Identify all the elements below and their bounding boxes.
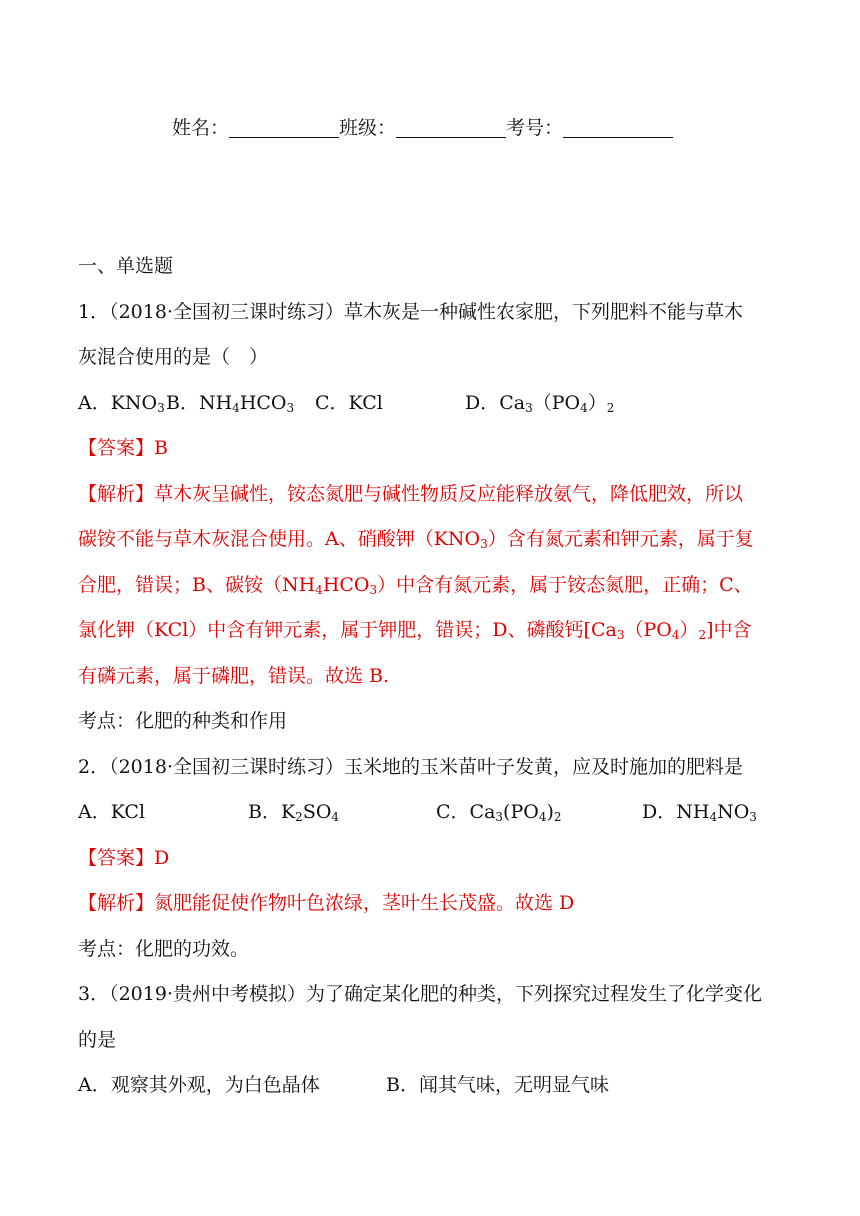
q1-answer: 【答案】B xyxy=(78,437,168,459)
section-title: 一、单选题 xyxy=(78,255,174,277)
q3-option-b: B．闻其气味，无明显气味 xyxy=(386,1074,609,1096)
q2-analysis: 【解析】氮肥能促使作物叶色浓绿，茎叶生长茂盛。故选 D xyxy=(78,892,575,914)
q1-analysis-line5: 有磷元素，属于磷肥，错误。故选 B. xyxy=(78,665,390,687)
student-info-header xyxy=(172,116,673,140)
name-label: 姓名： xyxy=(172,117,230,139)
q1-option-d: D．$Ca_3(PO_4)_2$ xyxy=(465,392,615,415)
q2-option-c: C．$Ca_3(PO_4)_2$ xyxy=(436,801,562,824)
q1-stem-line2: 灰混合使用的是（ ） xyxy=(78,346,269,368)
q1-option-b: B．$NH_4HCO_3$ xyxy=(166,392,295,415)
q2-kaodian: 考点：化肥的功效。 xyxy=(78,938,250,960)
q2-option-d: D．$NH_4NO_3$ xyxy=(642,801,757,824)
q1-option-a: A．$KNO_3$ xyxy=(78,392,165,415)
q1-analysis-line1: 【解析】草木灰呈碱性，铵态氮肥与碱性物质反应能释放氨气，降低肥效，所以 xyxy=(78,483,744,505)
name-blank xyxy=(229,117,339,138)
class-blank xyxy=(396,117,506,138)
q3-stem-line1: 3．（2019·贵州中考模拟）为了确定某化肥的种类，下列探究过程发生了化学变化 xyxy=(78,983,762,1005)
q2-option-b: B．$K_2SO_4$ xyxy=(248,801,340,824)
exam-number-label: 考号： xyxy=(506,117,564,139)
q1-analysis-line4: 氯化钾（KCl）中含有钾元素，属于钾肥，错误；D、磷酸钙$[Ca_3(PO_4)_2]$中含 xyxy=(78,619,752,642)
q2-option-a: A．KCl xyxy=(78,801,146,823)
q1-analysis-line3: 合肥，错误；B、碳铵$(NH_4HCO_3)$中含有氮元素，属于铵态氮肥，正确；C、 xyxy=(78,574,753,597)
class-label: 班级： xyxy=(339,117,397,139)
exam-number-blank xyxy=(563,117,673,138)
q2-stem: 2．（2018·全国初三课时练习）玉米地的玉米苗叶子发黄，应及时施加的肥料是 xyxy=(78,756,743,778)
q1-kaodian: 考点：化肥的种类和作用 xyxy=(78,710,288,732)
q1-analysis-line2: 碳铵不能与草木灰混合使用。A、硝酸钾$(KNO_3)$含有氮元素和钾元素，属于复 xyxy=(78,528,754,551)
q1-stem-line1: 1．（2018·全国初三课时练习）草木灰是一种碱性农家肥，下列肥料不能与草木 xyxy=(78,301,743,323)
q3-stem-line2: 的是 xyxy=(78,1029,117,1051)
q1-option-c: C．KCl xyxy=(315,392,383,414)
q3-option-a: A．观察其外观，为白色晶体 xyxy=(78,1074,320,1096)
q2-answer: 【答案】D xyxy=(78,847,170,869)
